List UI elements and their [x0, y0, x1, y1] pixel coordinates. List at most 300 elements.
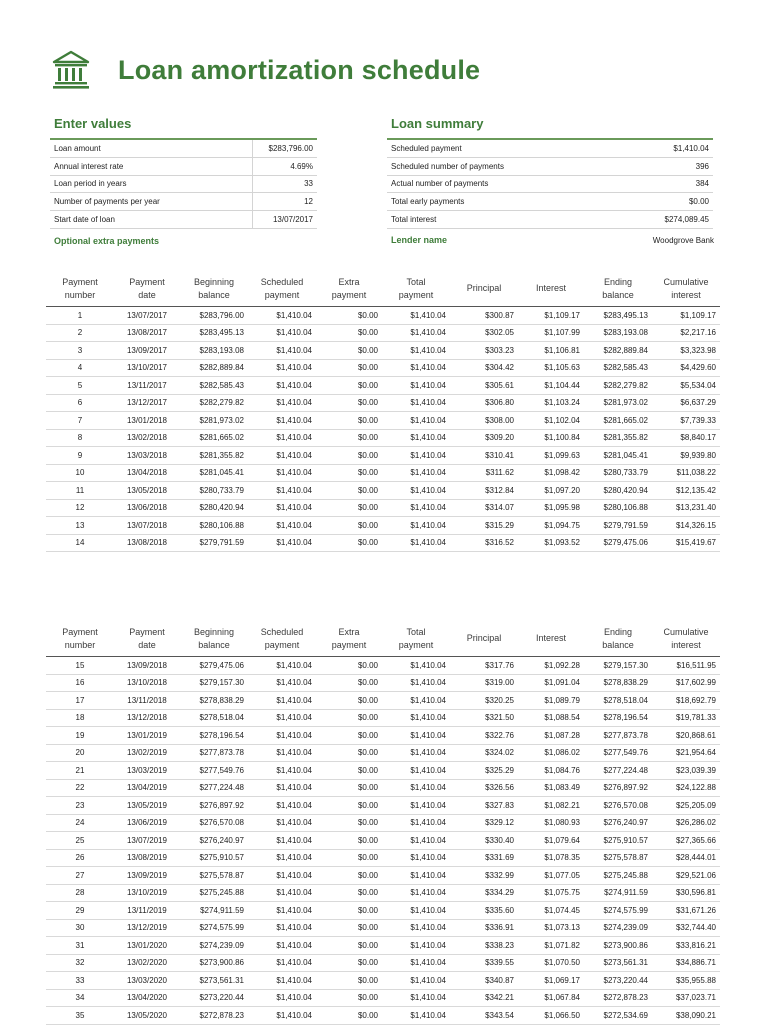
cell-beginning-balance: $279,791.59 [180, 534, 248, 552]
cell-cumulative-interest: $5,534.04 [652, 377, 720, 395]
cell-payment-number: 13 [46, 517, 114, 535]
cell-payment-date: 13/06/2019 [114, 814, 180, 832]
cell-payment-date: 13/01/2018 [114, 412, 180, 430]
cell-scheduled-payment: $1,410.04 [248, 744, 316, 762]
header-beginning-balance: Beginning balance [180, 622, 248, 657]
cell-cumulative-interest: $23,039.39 [652, 762, 720, 780]
cell-extra-payment: $0.00 [316, 674, 382, 692]
cell-total-payment: $1,410.04 [382, 744, 450, 762]
cell-payment-number: 22 [46, 779, 114, 797]
cell-total-payment: $1,410.04 [382, 692, 450, 710]
enter-values-heading: Enter values [54, 116, 132, 131]
cell-principal: $315.29 [450, 517, 518, 535]
cell-cumulative-interest: $27,365.66 [652, 832, 720, 850]
cell-ending-balance: $276,897.92 [584, 779, 652, 797]
enter-values-label: Annual interest rate [50, 157, 253, 175]
cell-principal: $304.42 [450, 359, 518, 377]
cell-extra-payment: $0.00 [316, 517, 382, 535]
enter-values-value[interactable]: 12 [253, 193, 318, 211]
cell-scheduled-payment: $1,410.04 [248, 429, 316, 447]
cell-ending-balance: $279,157.30 [584, 657, 652, 675]
cell-total-payment: $1,410.04 [382, 499, 450, 517]
cell-extra-payment: $0.00 [316, 972, 382, 990]
loan-summary-value[interactable]: $0.00 [641, 193, 713, 211]
cell-interest: $1,107.99 [518, 324, 584, 342]
loan-summary-value[interactable]: 384 [641, 175, 713, 193]
loan-summary-value[interactable]: $1,410.04 [641, 139, 713, 157]
cell-beginning-balance: $277,873.78 [180, 744, 248, 762]
cell-principal: $308.00 [450, 412, 518, 430]
cell-cumulative-interest: $26,286.02 [652, 814, 720, 832]
cell-ending-balance: $275,578.87 [584, 849, 652, 867]
cell-scheduled-payment: $1,410.04 [248, 377, 316, 395]
table-row [46, 394, 720, 412]
cell-total-payment: $1,410.04 [382, 709, 450, 727]
loan-summary-value[interactable]: 396 [641, 157, 713, 175]
cell-interest: $1,097.20 [518, 482, 584, 500]
cell-ending-balance: $283,495.13 [584, 307, 652, 325]
loan-summary-value[interactable]: $274,089.45 [641, 211, 713, 229]
cell-extra-payment: $0.00 [316, 919, 382, 937]
enter-values-label: Start date of loan [50, 211, 253, 229]
cell-ending-balance: $275,910.57 [584, 832, 652, 850]
cell-total-payment: $1,410.04 [382, 657, 450, 675]
cell-scheduled-payment: $1,410.04 [248, 884, 316, 902]
cell-total-payment: $1,410.04 [382, 779, 450, 797]
cell-interest: $1,077.05 [518, 867, 584, 885]
cell-interest: $1,070.50 [518, 954, 584, 972]
cell-payment-date: 13/01/2019 [114, 727, 180, 745]
cell-scheduled-payment: $1,410.04 [248, 342, 316, 360]
cell-payment-date: 13/04/2018 [114, 464, 180, 482]
cell-principal: $343.54 [450, 1007, 518, 1025]
cell-principal: $311.62 [450, 464, 518, 482]
header-scheduled-payment: Scheduled payment [248, 622, 316, 657]
cell-extra-payment: $0.00 [316, 884, 382, 902]
cell-extra-payment: $0.00 [316, 937, 382, 955]
cell-beginning-balance: $280,420.94 [180, 499, 248, 517]
enter-values-value[interactable]: $283,796.00 [253, 139, 318, 157]
cell-beginning-balance: $282,279.82 [180, 394, 248, 412]
cell-beginning-balance: $273,900.86 [180, 954, 248, 972]
cell-payment-date: 13/04/2019 [114, 779, 180, 797]
cell-payment-number: 18 [46, 709, 114, 727]
table-row [46, 832, 720, 850]
cell-interest: $1,102.04 [518, 412, 584, 430]
cell-extra-payment: $0.00 [316, 709, 382, 727]
cell-extra-payment: $0.00 [316, 814, 382, 832]
cell-beginning-balance: $274,239.09 [180, 937, 248, 955]
cell-interest: $1,099.63 [518, 447, 584, 465]
cell-principal: $334.29 [450, 884, 518, 902]
enter-values-label: Loan period in years [50, 175, 253, 193]
cell-cumulative-interest: $24,122.88 [652, 779, 720, 797]
cell-extra-payment: $0.00 [316, 727, 382, 745]
cell-total-payment: $1,410.04 [382, 814, 450, 832]
cell-beginning-balance: $283,495.13 [180, 324, 248, 342]
cell-extra-payment: $0.00 [316, 867, 382, 885]
cell-payment-number: 4 [46, 359, 114, 377]
cell-extra-payment: $0.00 [316, 394, 382, 412]
cell-cumulative-interest: $28,444.01 [652, 849, 720, 867]
cell-ending-balance: $276,570.08 [584, 797, 652, 815]
cell-principal: $305.61 [450, 377, 518, 395]
cell-scheduled-payment: $1,410.04 [248, 919, 316, 937]
cell-principal: $303.23 [450, 342, 518, 360]
cell-principal: $300.87 [450, 307, 518, 325]
cell-payment-number: 19 [46, 727, 114, 745]
cell-scheduled-payment: $1,410.04 [248, 482, 316, 500]
cell-payment-date: 13/02/2018 [114, 429, 180, 447]
table-row [46, 727, 720, 745]
cell-scheduled-payment: $1,410.04 [248, 832, 316, 850]
enter-values-row [50, 211, 317, 229]
cell-cumulative-interest: $15,419.67 [652, 534, 720, 552]
cell-ending-balance: $273,220.44 [584, 972, 652, 990]
cell-extra-payment: $0.00 [316, 744, 382, 762]
cell-principal: $302.05 [450, 324, 518, 342]
cell-cumulative-interest: $16,511.95 [652, 657, 720, 675]
cell-ending-balance: $282,585.43 [584, 359, 652, 377]
table-row [46, 517, 720, 535]
table-row [46, 902, 720, 920]
header-cumulative-interest: Cumulative interest [652, 622, 720, 657]
cell-cumulative-interest: $7,739.33 [652, 412, 720, 430]
cell-beginning-balance: $274,575.99 [180, 919, 248, 937]
cell-ending-balance: $277,873.78 [584, 727, 652, 745]
enter-values-value[interactable]: 33 [253, 175, 318, 193]
table-row [46, 954, 720, 972]
table-row [46, 972, 720, 990]
cell-scheduled-payment: $1,410.04 [248, 307, 316, 325]
cell-total-payment: $1,410.04 [382, 762, 450, 780]
cell-interest: $1,104.44 [518, 377, 584, 395]
cell-principal: $325.29 [450, 762, 518, 780]
loan-summary-row [387, 157, 713, 175]
cell-payment-date: 13/02/2020 [114, 954, 180, 972]
cell-ending-balance: $283,193.08 [584, 324, 652, 342]
cell-ending-balance: $274,911.59 [584, 884, 652, 902]
cell-beginning-balance: $280,733.79 [180, 482, 248, 500]
cell-extra-payment: $0.00 [316, 989, 382, 1007]
cell-interest: $1,092.28 [518, 657, 584, 675]
header-principal: Principal [450, 272, 518, 307]
table-row [46, 534, 720, 552]
cell-payment-number: 21 [46, 762, 114, 780]
cell-beginning-balance: $279,157.30 [180, 674, 248, 692]
cell-beginning-balance: $277,224.48 [180, 779, 248, 797]
cell-principal: $324.02 [450, 744, 518, 762]
cell-total-payment: $1,410.04 [382, 429, 450, 447]
cell-cumulative-interest: $21,954.64 [652, 744, 720, 762]
cell-payment-number: 17 [46, 692, 114, 710]
cell-payment-date: 13/03/2019 [114, 762, 180, 780]
table-row [46, 464, 720, 482]
cell-payment-date: 13/09/2018 [114, 657, 180, 675]
cell-scheduled-payment: $1,410.04 [248, 447, 316, 465]
cell-interest: $1,091.04 [518, 674, 584, 692]
page-title: Loan amortization schedule [118, 54, 481, 85]
table-row [46, 1007, 720, 1025]
cell-total-payment: $1,410.04 [382, 394, 450, 412]
cell-total-payment: $1,410.04 [382, 867, 450, 885]
cell-payment-date: 13/08/2017 [114, 324, 180, 342]
cell-beginning-balance: $275,578.87 [180, 867, 248, 885]
cell-interest: $1,098.42 [518, 464, 584, 482]
cell-cumulative-interest: $8,840.17 [652, 429, 720, 447]
cell-principal: $319.00 [450, 674, 518, 692]
cell-beginning-balance: $275,910.57 [180, 849, 248, 867]
enter-values-value[interactable]: 4.69% [253, 157, 318, 175]
cell-interest: $1,095.98 [518, 499, 584, 517]
cell-extra-payment: $0.00 [316, 464, 382, 482]
cell-payment-date: 13/09/2017 [114, 342, 180, 360]
cell-interest: $1,105.63 [518, 359, 584, 377]
cell-cumulative-interest: $33,816.21 [652, 937, 720, 955]
cell-cumulative-interest: $31,671.26 [652, 902, 720, 920]
cell-payment-number: 10 [46, 464, 114, 482]
cell-payment-number: 6 [46, 394, 114, 412]
cell-principal: $309.20 [450, 429, 518, 447]
loan-summary-row [387, 211, 713, 229]
cell-payment-number: 8 [46, 429, 114, 447]
enter-values-table [50, 138, 317, 229]
cell-total-payment: $1,410.04 [382, 674, 450, 692]
cell-payment-number: 35 [46, 1007, 114, 1025]
cell-principal: $335.60 [450, 902, 518, 920]
cell-principal: $339.55 [450, 954, 518, 972]
cell-scheduled-payment: $1,410.04 [248, 867, 316, 885]
cell-cumulative-interest: $25,205.09 [652, 797, 720, 815]
header-beginning-balance: Beginning balance [180, 272, 248, 307]
cell-ending-balance: $281,045.41 [584, 447, 652, 465]
cell-cumulative-interest: $29,521.06 [652, 867, 720, 885]
cell-principal: $316.52 [450, 534, 518, 552]
table-row [46, 412, 720, 430]
cell-scheduled-payment: $1,410.04 [248, 464, 316, 482]
schedule-table-page1 [46, 272, 720, 552]
enter-values-row [50, 193, 317, 211]
cell-total-payment: $1,410.04 [382, 464, 450, 482]
cell-total-payment: $1,410.04 [382, 359, 450, 377]
cell-cumulative-interest: $38,090.21 [652, 1007, 720, 1025]
cell-cumulative-interest: $3,323.98 [652, 342, 720, 360]
cell-ending-balance: $274,575.99 [584, 902, 652, 920]
cell-ending-balance: $273,561.31 [584, 954, 652, 972]
header-extra-payment: Extra payment [316, 272, 382, 307]
cell-interest: $1,071.82 [518, 937, 584, 955]
cell-principal: $321.50 [450, 709, 518, 727]
cell-total-payment: $1,410.04 [382, 534, 450, 552]
cell-interest: $1,078.35 [518, 849, 584, 867]
table-row [46, 657, 720, 675]
cell-scheduled-payment: $1,410.04 [248, 709, 316, 727]
cell-extra-payment: $0.00 [316, 307, 382, 325]
cell-interest: $1,089.79 [518, 692, 584, 710]
enter-values-value[interactable]: 13/07/2017 [253, 211, 318, 229]
cell-cumulative-interest: $32,744.40 [652, 919, 720, 937]
header-ending-balance: Ending balance [584, 272, 652, 307]
table-row [46, 849, 720, 867]
cell-extra-payment: $0.00 [316, 797, 382, 815]
cell-scheduled-payment: $1,410.04 [248, 727, 316, 745]
cell-payment-date: 13/08/2018 [114, 534, 180, 552]
cell-beginning-balance: $283,193.08 [180, 342, 248, 360]
cell-total-payment: $1,410.04 [382, 937, 450, 955]
cell-interest: $1,100.84 [518, 429, 584, 447]
cell-extra-payment: $0.00 [316, 482, 382, 500]
cell-total-payment: $1,410.04 [382, 482, 450, 500]
cell-scheduled-payment: $1,410.04 [248, 972, 316, 990]
header-interest: Interest [518, 622, 584, 657]
table-row [46, 342, 720, 360]
cell-ending-balance: $279,475.06 [584, 534, 652, 552]
cell-ending-balance: $272,878.23 [584, 989, 652, 1007]
cell-total-payment: $1,410.04 [382, 954, 450, 972]
cell-principal: $327.83 [450, 797, 518, 815]
cell-scheduled-payment: $1,410.04 [248, 412, 316, 430]
cell-ending-balance: $277,224.48 [584, 762, 652, 780]
table-row [46, 447, 720, 465]
cell-ending-balance: $278,838.29 [584, 674, 652, 692]
cell-principal: $330.40 [450, 832, 518, 850]
table-row [46, 692, 720, 710]
loan-summary-table [387, 138, 713, 229]
cell-extra-payment: $0.00 [316, 499, 382, 517]
cell-beginning-balance: $272,878.23 [180, 1007, 248, 1025]
cell-extra-payment: $0.00 [316, 377, 382, 395]
cell-cumulative-interest: $20,868.61 [652, 727, 720, 745]
cell-payment-number: 33 [46, 972, 114, 990]
table-row [46, 499, 720, 517]
table-row [46, 884, 720, 902]
cell-ending-balance: $281,355.82 [584, 429, 652, 447]
cell-payment-number: 30 [46, 919, 114, 937]
cell-ending-balance: $282,279.82 [584, 377, 652, 395]
cell-ending-balance: $279,791.59 [584, 517, 652, 535]
table-row [46, 674, 720, 692]
cell-ending-balance: $280,733.79 [584, 464, 652, 482]
cell-payment-number: 11 [46, 482, 114, 500]
header-total-payment: Total payment [382, 272, 450, 307]
cell-extra-payment: $0.00 [316, 692, 382, 710]
cell-interest: $1,083.49 [518, 779, 584, 797]
cell-cumulative-interest: $9,939.80 [652, 447, 720, 465]
cell-payment-date: 13/03/2018 [114, 447, 180, 465]
cell-payment-date: 13/05/2020 [114, 1007, 180, 1025]
cell-total-payment: $1,410.04 [382, 727, 450, 745]
cell-beginning-balance: $283,796.00 [180, 307, 248, 325]
header-payment-date: Payment date [114, 272, 180, 307]
cell-beginning-balance: $280,106.88 [180, 517, 248, 535]
cell-interest: $1,079.64 [518, 832, 584, 850]
cell-total-payment: $1,410.04 [382, 307, 450, 325]
cell-payment-date: 13/07/2017 [114, 307, 180, 325]
bank-icon [50, 49, 92, 91]
table-row [46, 937, 720, 955]
cell-interest: $1,093.52 [518, 534, 584, 552]
cell-scheduled-payment: $1,410.04 [248, 517, 316, 535]
header-scheduled-payment: Scheduled payment [248, 272, 316, 307]
cell-principal: $329.12 [450, 814, 518, 832]
cell-cumulative-interest: $1,109.17 [652, 307, 720, 325]
cell-payment-number: 28 [46, 884, 114, 902]
cell-ending-balance: $276,240.97 [584, 814, 652, 832]
cell-scheduled-payment: $1,410.04 [248, 989, 316, 1007]
cell-cumulative-interest: $17,602.99 [652, 674, 720, 692]
cell-extra-payment: $0.00 [316, 1007, 382, 1025]
cell-payment-date: 13/04/2020 [114, 989, 180, 1007]
cell-total-payment: $1,410.04 [382, 989, 450, 1007]
loan-summary-label: Total interest [387, 211, 641, 229]
cell-payment-number: 32 [46, 954, 114, 972]
cell-payment-date: 13/01/2020 [114, 937, 180, 955]
cell-beginning-balance: $282,585.43 [180, 377, 248, 395]
enter-values-row [50, 157, 317, 175]
cell-beginning-balance: $281,665.02 [180, 429, 248, 447]
loan-summary-row [387, 193, 713, 211]
cell-beginning-balance: $276,570.08 [180, 814, 248, 832]
cell-interest: $1,074.45 [518, 902, 584, 920]
cell-payment-number: 27 [46, 867, 114, 885]
cell-scheduled-payment: $1,410.04 [248, 674, 316, 692]
cell-payment-number: 5 [46, 377, 114, 395]
cell-scheduled-payment: $1,410.04 [248, 937, 316, 955]
header-payment-number: Payment number [46, 622, 114, 657]
cell-payment-number: 7 [46, 412, 114, 430]
table-row [46, 797, 720, 815]
cell-extra-payment: $0.00 [316, 429, 382, 447]
cell-ending-balance: $275,245.88 [584, 867, 652, 885]
cell-payment-number: 20 [46, 744, 114, 762]
cell-payment-date: 13/07/2018 [114, 517, 180, 535]
cell-interest: $1,073.13 [518, 919, 584, 937]
cell-interest: $1,069.17 [518, 972, 584, 990]
cell-payment-date: 13/03/2020 [114, 972, 180, 990]
cell-interest: $1,109.17 [518, 307, 584, 325]
cell-cumulative-interest: $4,429.60 [652, 359, 720, 377]
cell-ending-balance: $277,549.76 [584, 744, 652, 762]
cell-cumulative-interest: $18,692.79 [652, 692, 720, 710]
cell-ending-balance: $281,665.02 [584, 412, 652, 430]
cell-cumulative-interest: $37,023.71 [652, 989, 720, 1007]
cell-cumulative-interest: $14,326.15 [652, 517, 720, 535]
cell-payment-date: 13/05/2018 [114, 482, 180, 500]
cell-principal: $332.99 [450, 867, 518, 885]
cell-cumulative-interest: $34,886.71 [652, 954, 720, 972]
cell-scheduled-payment: $1,410.04 [248, 954, 316, 972]
cell-principal: $331.69 [450, 849, 518, 867]
cell-extra-payment: $0.00 [316, 447, 382, 465]
cell-payment-number: 23 [46, 797, 114, 815]
cell-total-payment: $1,410.04 [382, 412, 450, 430]
table-row [46, 429, 720, 447]
optional-extra-payments-label: Optional extra payments [54, 236, 160, 246]
cell-beginning-balance: $278,838.29 [180, 692, 248, 710]
cell-payment-date: 13/05/2019 [114, 797, 180, 815]
cell-beginning-balance: $281,973.02 [180, 412, 248, 430]
cell-interest: $1,088.54 [518, 709, 584, 727]
cell-payment-date: 13/02/2019 [114, 744, 180, 762]
cell-total-payment: $1,410.04 [382, 324, 450, 342]
lender-name-value: Woodgrove Bank [652, 236, 714, 245]
cell-extra-payment: $0.00 [316, 832, 382, 850]
cell-extra-payment: $0.00 [316, 762, 382, 780]
cell-payment-date: 13/12/2018 [114, 709, 180, 727]
cell-principal: $340.87 [450, 972, 518, 990]
cell-total-payment: $1,410.04 [382, 902, 450, 920]
cell-cumulative-interest: $19,781.33 [652, 709, 720, 727]
